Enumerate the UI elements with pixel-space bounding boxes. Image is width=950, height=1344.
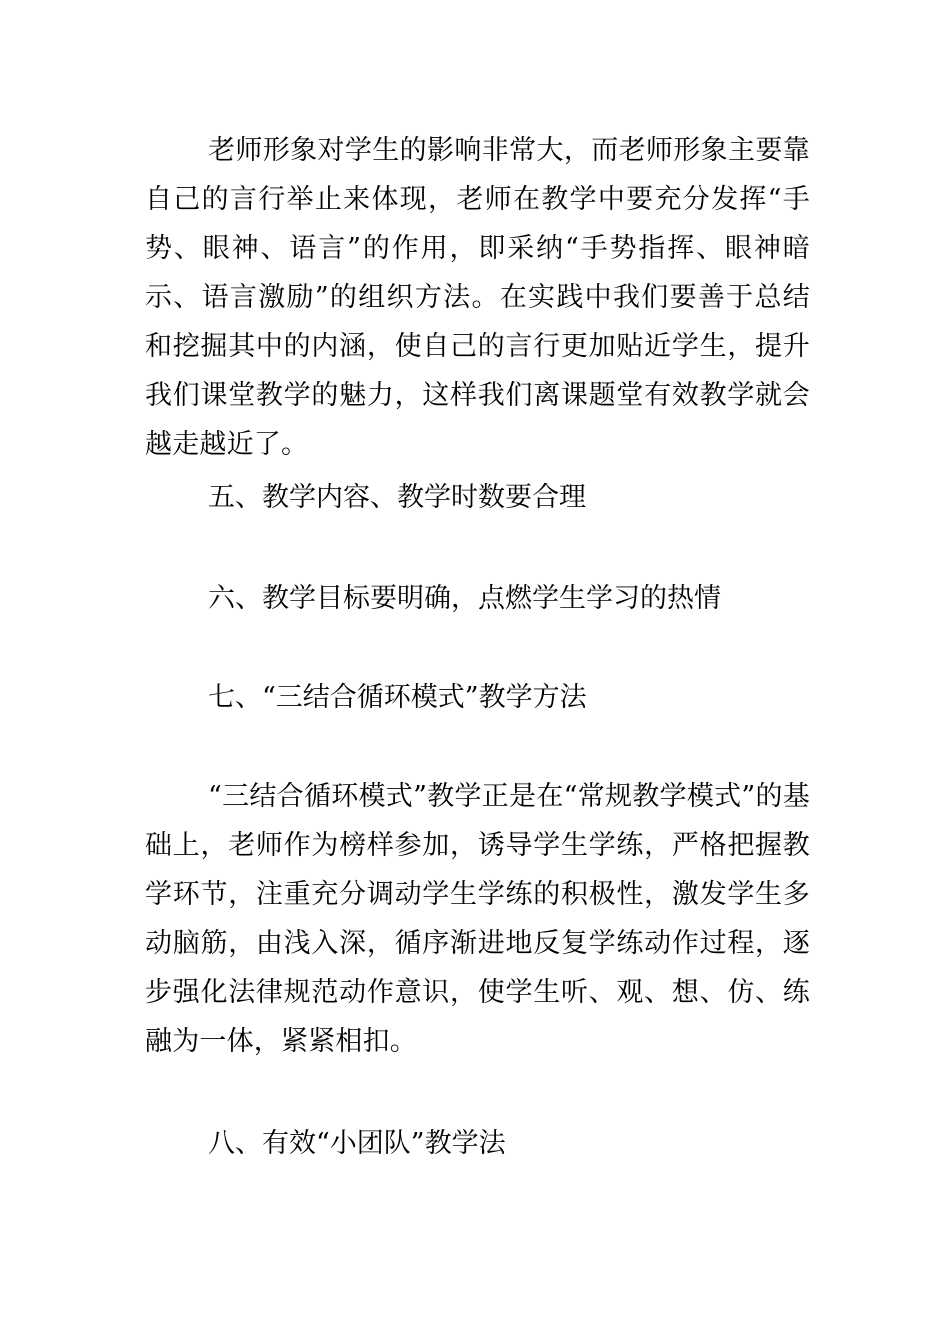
heading-section-7: 七、“三结合循环模式”教学方法 [208,682,587,713]
heading-section-5: 五、教学内容、教学时数要合理 [208,482,586,513]
paragraph-three-combination-method: “三结合循环模式”教学正是在“常规教学模式”的基础上，老师作为榜样参加，诱导学生学练，严格把握教学环节，注重充分调动学生学练的积极性，激发学生多动脑筋，由浅入深，循序渐进地反复学练动作过程，逐步强化法律规范动作意识，使学生听、观、想、仿、练融为一体，紧紧相扣。 [145,781,810,1057]
heading-section-6: 六、教学目标要明确，点燃学生学习的热情 [208,583,721,614]
heading-section-8: 八、有效“小团队”教学法 [208,1128,506,1159]
paragraph-teacher-image: 老师形象对学生的影响非常大，而老师形象主要靠自己的言行举止来体现，老师在教学中要充分发挥“手势、眼神、语言”的作用，即采纳“手势指挥、眼神暗示、语言激励”的组织方法。在实践中我们要善于总结和挖掘其中的内涵，使自己的言行更加贴近学生，提升我们课堂教学的魅力，这样我们离课题堂有效教学就会越走越近了。 [145,135,810,460]
